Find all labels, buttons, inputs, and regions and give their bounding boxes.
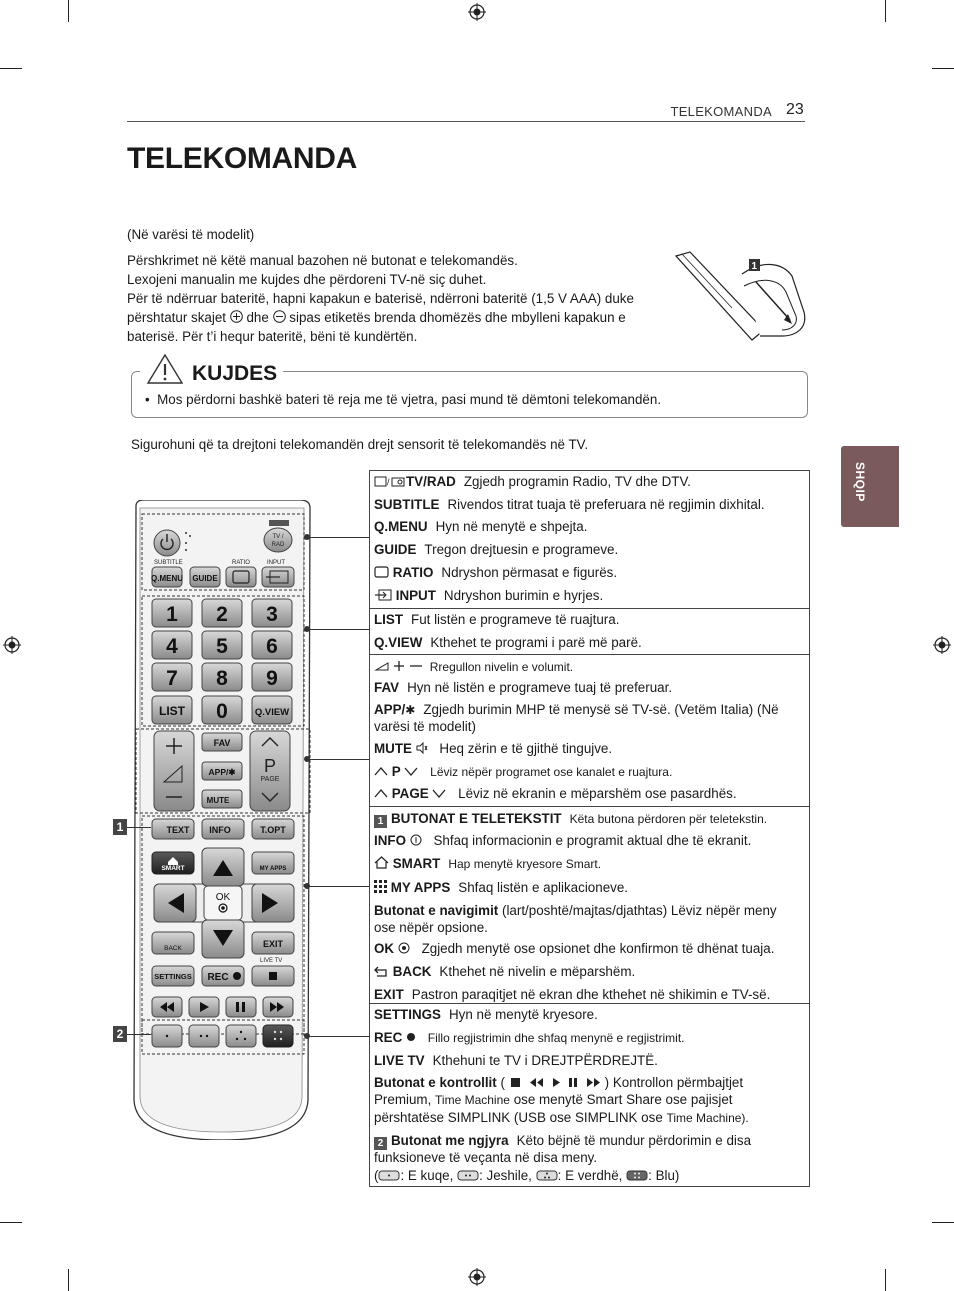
desc-row: Butonat e kontrollit ( ) Kontrollon përmbajtjet — [374, 1075, 744, 1090]
desc-row: PAGE Lëviz në ekranin e mëparshëm ose pasardhës. — [374, 785, 806, 802]
svg-text:1: 1 — [166, 603, 178, 626]
desc-row: SETTINGS Hyn në menytë kryesore. — [374, 1007, 598, 1022]
registration-mark-icon — [468, 3, 486, 21]
svg-text:LIST: LIST — [159, 704, 185, 718]
intro-line: Për të ndërruar bateritë, hapni kapakun e baterisë, ndërroni bateritë (1,5 V AAA) duke — [127, 291, 634, 306]
svg-text:5: 5 — [216, 635, 228, 658]
warning-triangle-icon — [146, 353, 184, 385]
svg-text:Q.MENU: Q.MENU — [151, 574, 183, 583]
apps-grid-icon — [374, 880, 387, 893]
section-navigation — [370, 806, 809, 1003]
green-button-icon — [457, 1170, 479, 1181]
battery-cover-illustration — [672, 250, 812, 345]
page-number: 23 — [786, 101, 804, 118]
red-button-icon — [378, 1170, 400, 1181]
desc-row: LIST Fut listën e programeve të ruajtura. — [374, 612, 620, 627]
svg-text:MUTE: MUTE — [206, 796, 230, 805]
leader-line — [127, 1034, 151, 1035]
desc-row: LIVE TV Kthehuni te TV i DREJTPËRDREJTË. — [374, 1053, 658, 1068]
minus-terminal-icon — [273, 310, 286, 323]
svg-text:6: 6 — [266, 635, 278, 658]
remote-callout-2: 2 — [113, 1026, 127, 1042]
svg-text:4: 4 — [166, 635, 178, 658]
leader-line — [127, 827, 151, 828]
desc-row: Q.MENU Hyn në menytë e shpejta. — [374, 519, 588, 534]
svg-text:TEXT: TEXT — [166, 825, 190, 835]
crop-mark — [885, 1269, 886, 1291]
aim-note: Sigurohuni që ta drejtoni telekomandën drejt sensorit të telekomandës në TV. — [131, 437, 589, 452]
registration-mark-icon — [468, 1268, 486, 1286]
svg-text:APP/✱: APP/✱ — [208, 767, 236, 777]
button-description-table — [369, 470, 810, 1187]
desc-row: INFO Shfaq informacionin e programit aktual dhe të ekranit. — [374, 833, 752, 848]
crop-mark — [0, 1222, 22, 1223]
intro-line: Përshkrimet në këtë manual bazohen në butonat e telekomandës. — [127, 253, 518, 268]
info-icon — [410, 834, 422, 846]
desc-row: përshtatëse SIMPLINK (USB ose SIMPLINK ose Time Machine). — [374, 1110, 749, 1125]
mute-icon — [416, 742, 428, 754]
remote-control-illustration — [130, 500, 313, 1140]
desc-row: SUBTITLE Rivendos titrat tuaja të preferuara në regjimin dixhital. — [374, 497, 765, 512]
svg-text:T.OPT: T.OPT — [260, 825, 286, 835]
desc-row: P Lëviz nëpër programet ose kanalet e ruajtura. — [374, 763, 806, 781]
yellow-button-icon — [536, 1170, 558, 1181]
desc-row: EXIT Pastron paraqitjet në ekran dhe kthehet në shikimin e TV-së. — [374, 987, 771, 1002]
remote-callout-1: 1 — [113, 819, 127, 835]
desc-row: MUTE Heq zërin e të gjithë tingujve. — [374, 741, 613, 756]
desc-row: REC Fillo regjistrimin dhe shfaq menynë e regjistrimit. — [374, 1030, 685, 1045]
header-rule — [127, 121, 805, 122]
svg-text:7: 7 — [166, 667, 178, 690]
caution-bullet: • Mos përdorni bashkë bateri të reja me të vjetra, pasi mund të dëmtoni telekomandën. — [145, 392, 662, 407]
desc-row: FAV Hyn në listën e programeve tuaj të preferuar. — [374, 680, 673, 695]
playback-controls-icon — [509, 1077, 605, 1088]
language-tab — [841, 446, 899, 527]
desc-row: funksioneve të veçanta në disa meny. — [374, 1150, 598, 1165]
page-title: TELEKOMANDA — [127, 142, 358, 175]
chevron-up-icon — [374, 788, 388, 798]
ratio-icon — [374, 566, 389, 578]
chevron-down-icon — [404, 766, 418, 776]
desc-row: INPUT Ndryshon burimin e hyrjes. — [374, 587, 806, 604]
registration-mark-icon — [3, 636, 21, 654]
svg-text:RATIO: RATIO — [232, 560, 250, 566]
svg-text:EXIT: EXIT — [262, 939, 284, 949]
desc-row: ose nëpër opsione. — [374, 920, 488, 935]
svg-text:LIVE TV: LIVE TV — [260, 958, 283, 964]
intro-line: përshtatur skajet dhe sipas etiketës brenda dhomëzës dhe mbylleni kapakun e — [127, 310, 626, 325]
svg-text:INPUT: INPUT — [267, 560, 285, 566]
caution-label: KUJDES — [192, 362, 278, 385]
svg-text:INFO: INFO — [209, 825, 231, 835]
desc-row: SMART Hap menytë kryesore Smart. — [374, 855, 806, 873]
svg-text:2: 2 — [216, 603, 228, 626]
svg-text:SMART: SMART — [161, 865, 185, 872]
ok-button-icon — [398, 942, 410, 954]
section-list — [370, 608, 809, 654]
svg-text:BACK: BACK — [164, 945, 182, 952]
section-volume — [370, 654, 809, 806]
leader-line — [309, 629, 369, 630]
section-top-buttons — [370, 471, 809, 608]
desc-row: Premium, Time Machine ose menytë Smart Share ose pajisjet — [374, 1092, 733, 1107]
intro-line: Lexojeni manualin me kujdes dhe përdoreni TV-në siç duhet. — [127, 272, 487, 287]
caution-header — [140, 352, 283, 386]
desc-row: MY APPS Shfaq listën e aplikacioneve. — [374, 879, 806, 896]
svg-text:3: 3 — [266, 603, 278, 626]
crop-mark — [68, 1269, 69, 1291]
desc-row: Butonat e navigimit (lart/poshtë/majtas/djathtas) Lëviz nëpër meny — [374, 903, 777, 918]
crop-mark — [0, 68, 22, 69]
desc-row: 2 Butonat me ngjyra Këto bëjnë të mundur përdorimin e disa — [374, 1132, 806, 1150]
desc-row: OK Zgjedh menytë ose opsionet dhe konfirmon të dhënat tuaja. — [374, 941, 775, 956]
desc-row: varësi të modelit) — [374, 719, 476, 734]
plus-terminal-icon — [230, 310, 243, 323]
svg-text:MY APPS: MY APPS — [259, 866, 287, 872]
language-tab-label: SHQIP — [853, 462, 867, 502]
section-settings — [370, 1003, 809, 1187]
desc-row: BACK Kthehet në nivelin e mëparshëm. — [374, 963, 806, 980]
svg-text:PAGE: PAGE — [260, 776, 280, 783]
svg-text:REC: REC — [207, 972, 229, 983]
svg-text:SETTINGS: SETTINGS — [154, 972, 192, 981]
svg-text:P: P — [263, 756, 277, 776]
svg-text:GUIDE: GUIDE — [192, 574, 218, 583]
model-note: (Në varësi të modelit) — [127, 227, 255, 242]
svg-text:8: 8 — [216, 667, 228, 690]
tv-radio-icon — [374, 475, 406, 487]
record-dot-icon — [406, 1032, 416, 1042]
chevron-down-icon — [432, 788, 446, 798]
home-icon — [374, 856, 389, 869]
registration-mark-icon — [933, 636, 951, 654]
desc-row: / TV/RAD Zgjedh programin Radio, TV dhe DTV. — [374, 473, 806, 490]
volume-icon — [374, 660, 426, 672]
blue-button-icon — [626, 1170, 648, 1181]
crop-mark — [885, 0, 886, 22]
svg-text:9: 9 — [266, 667, 278, 690]
desc-row: RATIO Ndryshon përmasat e figurës. — [374, 564, 806, 581]
running-header-section: TELEKOMANDA — [670, 104, 772, 119]
desc-row: ( : E kuqe, : Jeshile, : E verdhë, : Blu) — [374, 1168, 680, 1183]
svg-text:/: / — [387, 477, 390, 487]
desc-row: Q.VIEW Kthehet te programi i parë më parë. — [374, 635, 642, 650]
desc-row: APP/✱ Zgjedh burimin MHP të menysë së TV-së. (Vetëm Italia) (Në — [374, 702, 779, 717]
desc-row: Rregullon nivelin e volumit. — [374, 658, 806, 676]
svg-text:SUBTITLE: SUBTITLE — [154, 560, 183, 566]
svg-text:OK: OK — [215, 892, 231, 903]
battery-callout: 1 — [751, 261, 758, 272]
leader-line — [309, 537, 369, 538]
intro-line: baterisë. Për t’i hequr bateritë, bëni të kundërtën. — [127, 329, 418, 344]
leader-line — [309, 759, 369, 760]
svg-text:Q.VIEW: Q.VIEW — [254, 707, 290, 718]
crop-mark — [68, 0, 69, 22]
desc-row: GUIDE Tregon drejtuesin e programeve. — [374, 542, 619, 557]
leader-line — [309, 1036, 369, 1037]
back-arrow-icon — [374, 965, 389, 977]
svg-text:0: 0 — [216, 700, 228, 723]
leader-line — [309, 886, 369, 887]
svg-text:FAV: FAV — [213, 738, 231, 748]
desc-row: 1 BUTONAT E TELETEKSTIT Këta butona përdoren për teletekstin. — [374, 810, 806, 828]
crop-mark — [932, 1222, 954, 1223]
svg-text:TV /: TV / — [272, 534, 284, 540]
svg-text:RAD: RAD — [271, 542, 285, 548]
input-icon — [374, 589, 392, 601]
crop-mark — [932, 68, 954, 69]
chevron-up-icon — [374, 766, 388, 776]
